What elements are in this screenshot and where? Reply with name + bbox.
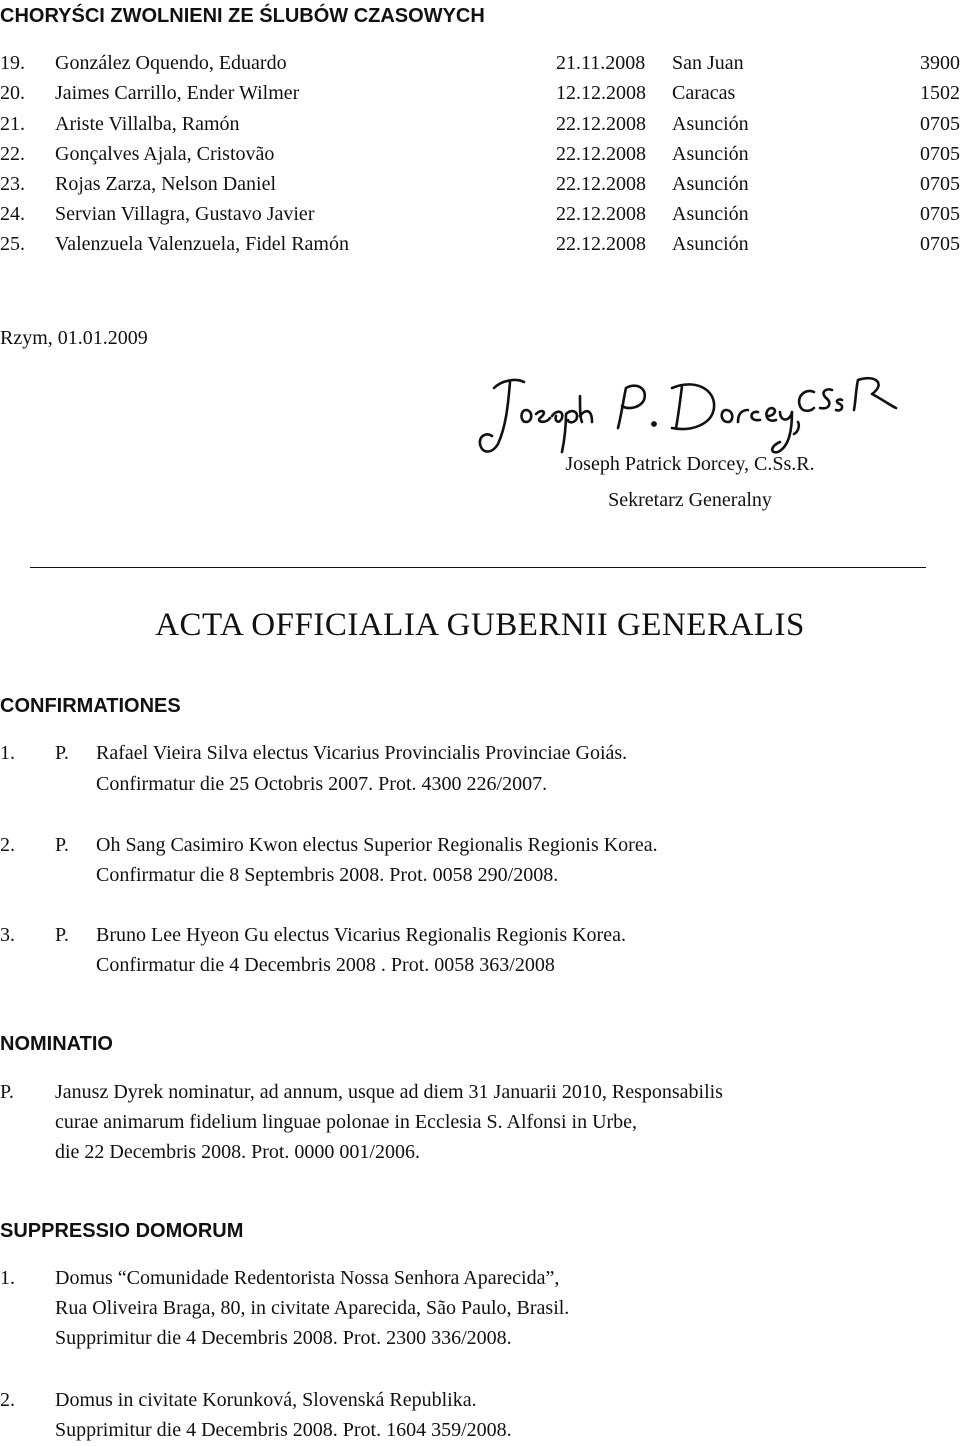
list-row (0, 232, 960, 256)
row-date: 22.12.2008 (556, 173, 646, 195)
item-line: Confirmatur die 4 Decembris 2008 . Prot. 0058 363/2008 (96, 954, 555, 976)
item-line: Supprimitur die 4 Decembris 2008. Prot. 1604 359/2008. (55, 1419, 512, 1441)
item-line: Confirmatur die 25 Octobris 2007. Prot. 4300 226/2007. (96, 773, 548, 795)
item-number: 1. (0, 742, 15, 764)
row-place: Asunción (672, 233, 749, 255)
row-place: San Juan (672, 52, 744, 74)
row-place: Asunción (672, 203, 749, 225)
item-line: Supprimitur die 4 Decembris 2008. Prot. 2300 336/2008. (55, 1327, 512, 1349)
item-prefix: P. (55, 742, 69, 764)
signatory-name: Joseph Patrick Dorcey, C.Ss.R. (565, 453, 815, 475)
row-date: 22.12.2008 (556, 113, 646, 135)
list-row (0, 202, 960, 226)
row-number: 20. (0, 82, 25, 104)
row-name: Jaimes Carrillo, Ender Wilmer (55, 82, 300, 104)
row-name: Rojas Zarza, Nelson Daniel (55, 173, 277, 195)
row-number: 19. (0, 52, 25, 74)
item-line: Rafael Vieira Silva electus Vicarius Provincialis Provinciae Goiás. (96, 742, 628, 764)
row-number: 21. (0, 113, 25, 135)
list-row (0, 112, 960, 136)
item-line: Oh Sang Casimiro Kwon electus Superior Regionalis Regionis Korea. (96, 834, 658, 856)
item-line: die 22 Decembris 2008. Prot. 0000 001/2006. (55, 1141, 420, 1163)
row-place: Asunción (672, 143, 749, 165)
list-row (0, 81, 960, 105)
row-date: 12.12.2008 (556, 82, 646, 104)
row-name: Ariste Villalba, Ramón (55, 113, 240, 135)
row-code: 0705 (920, 233, 960, 255)
row-name: Servian Villagra, Gustavo Javier (55, 203, 315, 225)
row-number: 25. (0, 233, 25, 255)
item-prefix: P. (55, 834, 69, 856)
row-code: 0705 (920, 203, 960, 225)
item-prefix: P. (0, 1081, 14, 1103)
row-name: Gonçalves Ajala, Cristovão (55, 143, 275, 165)
signatory-role: Sekretarz Generalny (608, 489, 772, 511)
row-place: Asunción (672, 113, 749, 135)
row-date: 22.12.2008 (556, 233, 646, 255)
item-number: 2. (0, 1389, 15, 1411)
item-number: 1. (0, 1267, 15, 1289)
row-date: 21.11.2008 (556, 52, 646, 74)
list-row (0, 142, 960, 166)
row-place: Asunción (672, 173, 749, 195)
row-date: 22.12.2008 (556, 143, 646, 165)
row-name: González Oquendo, Eduardo (55, 52, 287, 74)
item-line: Janusz Dyrek nominatur, ad annum, usque ad diem 31 Januarii 2010, Responsabilis (55, 1081, 723, 1103)
handwritten-signature (476, 366, 900, 458)
section-heading-confirmationes: CONFIRMATIONES (0, 695, 181, 717)
row-number: 22. (0, 143, 25, 165)
acta-title: ACTA OFFICIALIA GUBERNII GENERALIS (155, 607, 805, 643)
list-row (0, 172, 960, 196)
item-line: Domus “Comunidade Redentorista Nossa Senhora Aparecida”, (55, 1267, 560, 1289)
row-name: Valenzuela Valenzuela, Fidel Ramón (55, 233, 349, 255)
item-line: Domus in civitate Korunková, Slovenská Republika. (55, 1389, 477, 1411)
section-divider (30, 567, 926, 568)
item-number: 3. (0, 924, 15, 946)
row-place: Caracas (672, 82, 736, 104)
row-number: 24. (0, 203, 25, 225)
item-prefix: P. (55, 924, 69, 946)
item-number: 2. (0, 834, 15, 856)
page-heading: CHORYŚCI ZWOLNIENI ZE ŚLUBÓW CZASOWYCH (0, 5, 485, 27)
row-code: 0705 (920, 143, 960, 165)
list-row (0, 51, 960, 75)
section-heading-nominatio: NOMINATIO (0, 1033, 113, 1055)
row-code: 3900 (920, 52, 960, 74)
item-line: curae animarum fidelium linguae polonae in Ecclesia S. Alfonsi in Urbe, (55, 1111, 638, 1133)
item-line: Bruno Lee Hyeon Gu electus Vicarius Regionalis Regionis Korea. (96, 924, 626, 946)
section-heading-suppressio: SUPPRESSIO DOMORUM (0, 1220, 244, 1242)
item-line: Rua Oliveira Braga, 80, in civitate Aparecida, São Paulo, Brasil. (55, 1297, 570, 1319)
row-code: 1502 (920, 82, 960, 104)
row-code: 0705 (920, 173, 960, 195)
item-line: Confirmatur die 8 Septembris 2008. Prot. 0058 290/2008. (96, 864, 559, 886)
row-code: 0705 (920, 113, 960, 135)
row-number: 23. (0, 173, 25, 195)
place-date: Rzym, 01.01.2009 (0, 327, 148, 349)
row-date: 22.12.2008 (556, 203, 646, 225)
